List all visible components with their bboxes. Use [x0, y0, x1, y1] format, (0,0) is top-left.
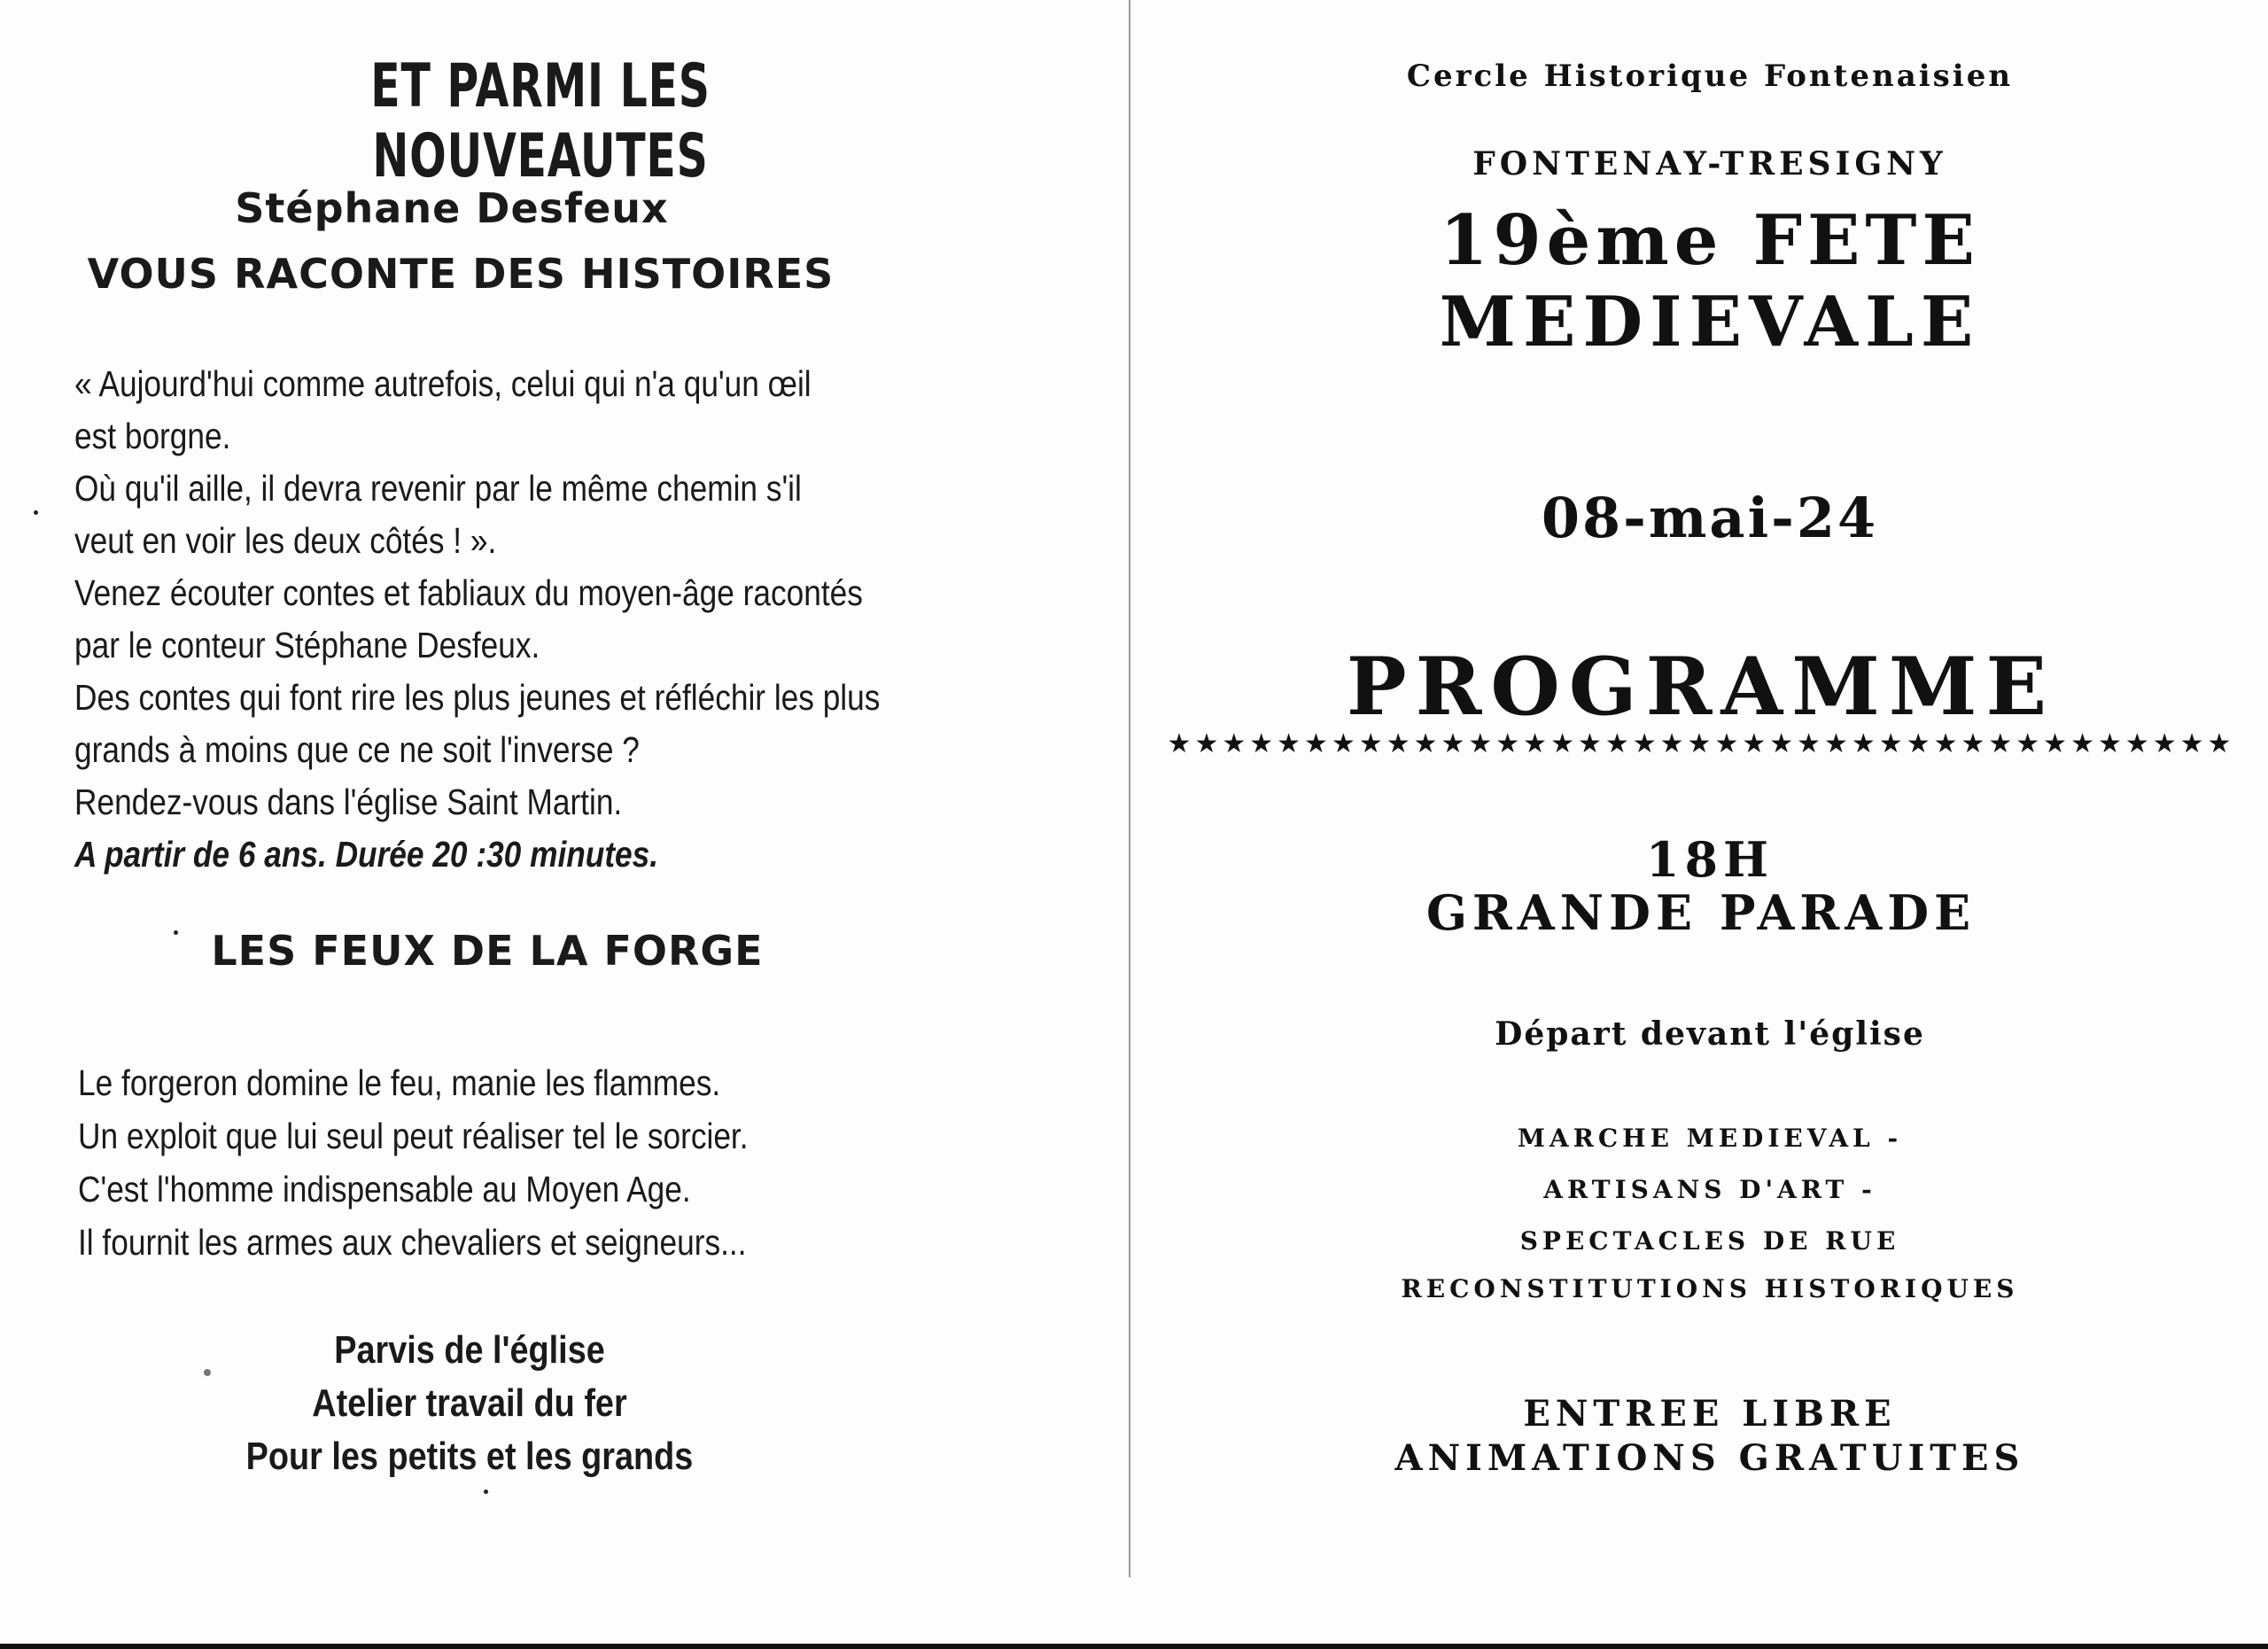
parade-departure: Départ devant l'église — [1495, 1015, 1925, 1053]
forge-line: C'est l'homme indispensable au Moyen Age. — [78, 1169, 691, 1210]
description-line: est borgne. — [74, 416, 231, 456]
parade-title: GRANDE PARADE — [1425, 884, 1977, 941]
description-line: Rendez-vous dans l'église Saint Martin. — [74, 782, 623, 822]
speck — [174, 930, 178, 935]
speck — [484, 1490, 488, 1494]
description-line: veut en voir les deux côtés ! ». — [74, 520, 497, 561]
age-note: A partir de 6 ans. Durée 20 :30 minutes. — [74, 834, 659, 875]
event-date: 08-mai-24 — [1541, 486, 1879, 550]
forge-audience: Pour les petits et les grands — [245, 1435, 694, 1478]
description-line: Venez écouter contes et fabliaux du moyen-âge racontés — [74, 572, 863, 613]
forge-line: Le forgeron domine le feu, manie les flammes. — [78, 1062, 721, 1103]
animations-info: ANIMATIONS GRATUITES — [1394, 1437, 2025, 1479]
description-line: grands à moins que ce ne soit l'inverse ? — [74, 729, 640, 770]
activity-item: MARCHE MEDIEVAL - — [1517, 1124, 1903, 1153]
activity-item: RECONSTITUTIONS HISTORIQUES — [1401, 1274, 2019, 1303]
parade-time: 18H — [1645, 831, 1775, 888]
fold-line — [1129, 0, 1130, 1577]
speck — [204, 1369, 211, 1376]
entry-info: ENTREE LIBRE — [1523, 1393, 1897, 1435]
forge-line: Il fournit les armes aux chevaliers et seigneurs... — [78, 1222, 747, 1263]
description-line: par le conteur Stéphane Desfeux. — [74, 625, 540, 665]
programme-title: PROGRAMME — [1346, 640, 2056, 734]
forge-description — [78, 1056, 946, 1269]
activity-item: ARTISANS D'ART - — [1543, 1175, 1876, 1204]
forge-line: Un exploit que lui seul peut réaliser tel le sorcier. — [78, 1116, 749, 1156]
speck — [34, 510, 38, 515]
activity-item: SPECTACLES DE RUE — [1519, 1226, 1900, 1256]
storyteller-name: Stéphane Desfeux — [235, 184, 669, 232]
description-line: Où qu'il aille, il devra revenir par le même chemin s'il — [74, 468, 802, 509]
forge-location: Parvis de l'église — [334, 1328, 605, 1372]
news-title: ET PARMI LES NOUVEAUTES — [370, 51, 711, 191]
left-panel — [0, 0, 1125, 1649]
forge-workshop: Atelier travail du fer — [312, 1381, 627, 1425]
event-title-line2: MEDIEVALE — [1439, 282, 1981, 362]
forge-title: LES FEUX DE LA FORGE — [211, 927, 764, 975]
description-line: « Aujourd'hui comme autrefois, celui qui n'a qu'un œil — [74, 363, 812, 404]
storyteller-description — [74, 358, 943, 881]
organization-name: Cercle Historique Fontenaisien — [1406, 58, 2014, 94]
right-panel — [1134, 0, 2268, 1649]
star-divider: ★★★★★★★★★★★★★★★★★★★★★★★★★★★★★★★★★★★★★★★ — [1167, 728, 2235, 759]
town-name: FONTENAY-TRESIGNY — [1472, 145, 1947, 183]
event-title-line1: 19ème FETE — [1440, 200, 1980, 281]
storyteller-subtitle: VOUS RACONTE DES HISTOIRES — [87, 250, 835, 298]
forge-footer — [165, 1324, 774, 1483]
description-line: Des contes qui font rire les plus jeunes et réfléchir les plus — [74, 677, 881, 718]
scan-edge — [0, 1644, 2268, 1649]
